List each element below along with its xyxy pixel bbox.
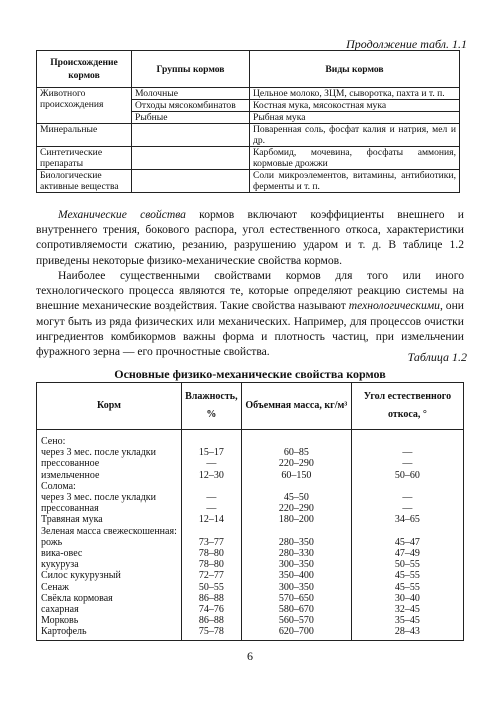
table-row — [37, 582, 464, 593]
t2-header-moisture: Влажность, % — [181, 383, 241, 430]
t1-header-origin: Происхождение кормов — [37, 51, 132, 88]
t2-cell: 45–55 — [351, 582, 463, 593]
t2-cell: 28–43 — [351, 626, 463, 640]
t1-cell: Молочные — [132, 88, 250, 100]
t2-cell — [241, 430, 351, 448]
table-row — [37, 593, 464, 604]
t2-cell: Сено: — [37, 430, 182, 448]
t1-cell: Минеральные — [37, 124, 132, 147]
t1-cell: Биологические активные вещества — [37, 170, 132, 193]
t1-cell: Костная мука, мясокостная мука — [250, 100, 460, 112]
term-technological: технологическими — [348, 299, 440, 313]
t2-cell: 86–88 — [181, 593, 241, 604]
t2-cell: Морковь — [37, 615, 182, 626]
t2-cell — [181, 526, 241, 537]
t2-cell: 34–65 — [351, 514, 463, 525]
t2-cell: Травяная мука — [37, 514, 182, 525]
t2-cell: кукуруза — [37, 559, 182, 570]
t1-header-types: Виды кормов — [250, 51, 460, 88]
paragraph-mechanical-properties — [36, 207, 464, 268]
t1-cell: Соли микроэлементов, витамины, антибиотики, ферменты и т. п. — [250, 170, 460, 193]
table-row — [37, 481, 464, 492]
t2-cell: 60–150 — [241, 470, 351, 481]
t2-cell — [241, 526, 351, 537]
t2-cell: 12–14 — [181, 514, 241, 525]
t1-cell: Цельное молоко, ЗЦМ, сыворотка, пахта и т. п. — [250, 88, 460, 100]
t1-header-groups: Группы кормов — [132, 51, 250, 88]
table-1-2 — [36, 382, 464, 641]
t2-cell: — — [181, 503, 241, 514]
t2-cell: вика-овес — [37, 548, 182, 559]
t2-cell: рожь — [37, 537, 182, 548]
table-row — [37, 492, 464, 503]
t1-cell: Отходы мясокомбинатов — [132, 100, 250, 112]
t2-cell: 30–40 — [351, 593, 463, 604]
t2-cell: 350–400 — [241, 570, 351, 581]
table-row — [37, 548, 464, 559]
t2-header-angle: Угол естественного откоса, ° — [351, 383, 463, 430]
t1-cell: Карбомид, мочевина, фосфаты аммония, кормовые дрожжи — [250, 147, 460, 170]
table-row — [37, 570, 464, 581]
t2-cell: 220–290 — [241, 503, 351, 514]
table-label: Таблица 1.2 — [407, 350, 467, 364]
t2-cell: прессованная — [37, 503, 182, 514]
t2-cell: через 3 мес. после укладки — [37, 492, 182, 503]
t2-cell: Картофель — [37, 626, 182, 640]
table-row — [37, 447, 464, 458]
t2-cell: — — [351, 447, 463, 458]
t2-cell: 86–88 — [181, 615, 241, 626]
table-row — [37, 503, 464, 514]
paragraph-technological-properties — [36, 268, 464, 359]
t2-cell: 60–85 — [241, 447, 351, 458]
table-caption: Основные физико-механические свойства кормов — [114, 367, 386, 381]
t2-cell: 300–350 — [241, 582, 351, 593]
t2-cell — [181, 481, 241, 492]
t2-cell — [241, 481, 351, 492]
t2-cell: 72–77 — [181, 570, 241, 581]
t2-cell: 47–49 — [351, 548, 463, 559]
t2-cell: 580–670 — [241, 604, 351, 615]
table-row — [37, 514, 464, 525]
table-row — [37, 430, 464, 448]
paragraph-text: кормов включают коэффициенты внешнего и внутреннего трения, бокового распора, угол естественного откоса, характеристики сопротивляемости сжатию, резанию, разрушению ударом и т. д. В таблице 1.2 приведены некоторые физико-механические свойства кормов. — [36, 208, 464, 267]
t2-cell: 75–78 — [181, 626, 241, 640]
t2-cell: 45–55 — [351, 570, 463, 581]
table-row — [37, 170, 460, 193]
t2-cell — [351, 481, 463, 492]
continuation-title: Продолжение табл. 1.1 — [346, 37, 467, 51]
t2-cell: 74–76 — [181, 604, 241, 615]
t2-cell: 12–30 — [181, 470, 241, 481]
t2-cell: Сенаж — [37, 582, 182, 593]
t2-cell: 560–570 — [241, 615, 351, 626]
table-row — [37, 559, 464, 570]
t1-cell: Рыбная мука — [250, 112, 460, 124]
t2-cell — [181, 430, 241, 448]
t2-cell: 280–350 — [241, 537, 351, 548]
t2-cell: 280–330 — [241, 548, 351, 559]
t2-cell: 78–80 — [181, 548, 241, 559]
t2-cell: 78–80 — [181, 559, 241, 570]
t2-cell: Свёкла кормовая — [37, 593, 182, 604]
t2-cell: Силос кукурузный — [37, 570, 182, 581]
page-number: 6 — [247, 649, 253, 663]
t2-cell: — — [351, 492, 463, 503]
t1-cell — [132, 124, 250, 147]
t1-cell: Животного происхождения — [37, 88, 132, 124]
t1-cell: Синтетические препараты — [37, 147, 132, 170]
table-row — [37, 470, 464, 481]
t1-cell — [132, 147, 250, 170]
t2-cell: 620–700 — [241, 626, 351, 640]
t2-cell: — — [351, 458, 463, 469]
t2-cell: 45–47 — [351, 537, 463, 548]
term-mechanical: Механические свойства — [58, 208, 186, 221]
table-row — [37, 537, 464, 548]
table-1-1 — [36, 50, 460, 193]
paragraph-text: Наиболее существенными свойствами кормов для того или иного технологического процесса являются те, которые определяют реакцию системы на внешние механические воздействия. Такие свойства называют — [36, 269, 464, 313]
table-row — [37, 147, 460, 170]
t2-cell: прессованное — [37, 458, 182, 469]
t1-cell: Поваренная соль, фосфат калия и натрия, мел и др. — [250, 124, 460, 147]
t2-header-density: Объемная масса, кг/м³ — [241, 383, 351, 430]
table-row — [37, 615, 464, 626]
table-row — [37, 458, 464, 469]
t2-cell: сахарная — [37, 604, 182, 615]
t2-cell — [351, 430, 463, 448]
t2-cell: 15–17 — [181, 447, 241, 458]
t2-cell: измельченное — [37, 470, 182, 481]
t2-cell: 220–290 — [241, 458, 351, 469]
t2-cell: 50–55 — [181, 582, 241, 593]
t2-cell: 50–60 — [351, 470, 463, 481]
table-row — [37, 124, 460, 147]
t2-cell: Солома: — [37, 481, 182, 492]
paragraph-text: , они могут быть из ряда физических или механических. Например, для процессов очистки ингредиентов комбикормов важны форма и плотность частиц, при измельчении фуражного зерна — его прочностные свойства. — [36, 299, 464, 359]
t2-cell: 570–650 — [241, 593, 351, 604]
t1-cell: Рыбные — [132, 112, 250, 124]
table-row — [37, 88, 460, 100]
t2-cell: 50–55 — [351, 559, 463, 570]
t2-cell: — — [181, 492, 241, 503]
t2-header-feed: Корм — [37, 383, 182, 430]
t2-cell: Зеленая масса свежескошенная: — [37, 526, 182, 537]
table-row — [37, 604, 464, 615]
t2-cell: 45–50 — [241, 492, 351, 503]
t2-cell: — — [181, 458, 241, 469]
t2-cell: через 3 мес. после укладки — [37, 447, 182, 458]
t2-cell — [351, 526, 463, 537]
t2-cell: 73–77 — [181, 537, 241, 548]
t2-cell: 180–200 — [241, 514, 351, 525]
t2-cell: 32–45 — [351, 604, 463, 615]
t2-cell: 35–45 — [351, 615, 463, 626]
t2-cell: 300–350 — [241, 559, 351, 570]
t1-cell — [132, 170, 250, 193]
table-row — [37, 626, 464, 640]
table-row — [37, 526, 464, 537]
t2-cell: — — [351, 503, 463, 514]
